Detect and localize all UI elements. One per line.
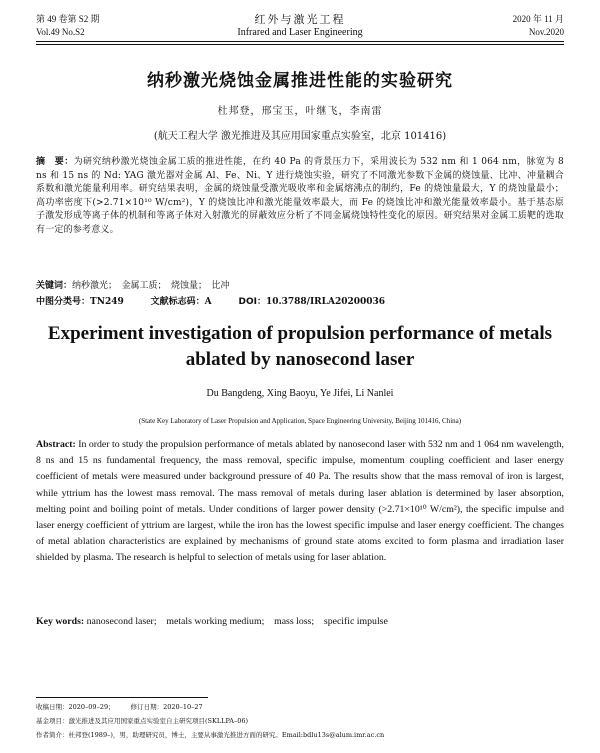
doc-code-label: 文献标志码： [150, 297, 205, 307]
title-en-line1: Experiment investigation of propulsion performance of metals [47, 323, 553, 344]
doc-code-value: A [204, 297, 212, 307]
abstract-en-text: In order to study the propulsion performance of metals ablated by nanosecond laser with 532 nm and 1 064 nm wavelength, 8 ns and 15 ns fundamental frequency, the mass removal, specific impulse, momentum coupling coefficient and laser energy coefficient of metals were measured under background pressure of 40 Pa. The results show that the mass removal of iron is largest, while yttrium has the lowest mass removal. The mass removal of metals during laser ablation is determined by laser absorption, melting point and boiling point of metals. Under conditions of larger power density (>2.71×10¹⁰ W/cm²), the specific impulse and laser energy coefficient of yttrium are largest, while the iron has the lowest specific impulse and laser energy coefficient. The changes of metal ablation characteristics are explained by mechanisms of ground state atoms excited to form plasma and irradiation laser shielded by plasma. The research is helpful to selection of metals using for laser ablation. [36, 439, 564, 564]
doi-label: DOI： [238, 297, 266, 307]
abstract-cn-label: 摘 要： [36, 157, 74, 167]
journal-cn: 红外与激光工程 [254, 14, 346, 26]
keywords-cn-text: 纳秒激光； 金属工质； 烧蚀量； 比冲 [72, 281, 230, 291]
footnote-rule [36, 697, 208, 698]
abstract-en-label: Abstract: [36, 439, 76, 450]
footnote-dates [36, 702, 564, 711]
running-header [36, 12, 564, 42]
authors-en: Du Bangdeng, Xing Baoyu, Ye Jifei, Li Nanlei [206, 388, 394, 399]
classification-line [36, 294, 409, 307]
affiliation-en: (State Key Laboratory of Laser Propulsion and Application, Space Engineering University, Beijing 101416, China) [138, 417, 462, 425]
footnote-author-info: 作者简介：杜邦登(1989–)，男，助理研究员，博士，主要从事激光推进方面的研究。Email:bdlu13s@alum.imr.ac.cn [36, 731, 385, 739]
keywords-en [36, 613, 388, 627]
keywords-en-label: Key words: [36, 616, 85, 627]
title-en-line2: ablated by nanosecond laser [185, 349, 415, 370]
journal-en: Infrared and Laser Engineering [237, 27, 363, 38]
volume-cn: 第 49 卷第 S2 期 [36, 14, 100, 24]
affiliation-cn: (航天工程大学 激光推进及其应用国家重点实验室，北京 101416) [153, 131, 447, 142]
header-rule-thick [36, 41, 564, 42]
date-en: Nov.2020 [528, 27, 564, 37]
abstract-cn [36, 156, 564, 237]
keywords-en-text: nanosecond laser; metals working medium; mass loss; specific impulse [86, 616, 388, 627]
authors-cn: 杜邦登，邢宝玉，叶继飞，李南雷 [217, 106, 383, 117]
clc-value: TN249 [90, 297, 124, 307]
date-cn: 2020 年 11 月 [512, 14, 564, 24]
header-rule-thin [36, 44, 564, 45]
keywords-cn-label: 关键词： [36, 281, 73, 291]
title-cn: 纳秒激光烧蚀金属推进性能的实验研究 [147, 71, 453, 91]
volume-en: Vol.49 No.S2 [36, 27, 85, 37]
doi-value: 10.3788/IRLA20200036 [265, 297, 386, 307]
keywords-cn [36, 278, 230, 291]
abstract-cn-text: 为研究纳秒激光烧蚀金属工质的推进性能，在约 40 Pa 的背景压力下，采用波长为 532 nm 和 1 064 nm，脉宽为 8 ns 和 15 ns 的 Nd: YAG 激光器对金属 Al、Fe、Ni、Y 进行烧蚀实验，研究了不同激光参数下金属的烧蚀量、比冲、冲量耦合系数和激光能量利用率。研究结果表明，金属的烧蚀量受激光吸收率和金属熔沸点的制约，Fe 的烧蚀量最大，Y 的烧蚀量最小；高功率密度下(>2.71×10¹⁰ W/cm²)，Y 的烧蚀比冲和激光能量效率最大，而 Fe 的烧蚀比冲和激光能量效率最小。基于基态原子激发形成等离子体的机制和等离子体对入射激光的屏蔽效应分析了不同金属烧蚀特性变化的原因。研究结果对金属工质靶的选取有一定的参考意义。 [36, 157, 564, 235]
title-en [0, 321, 600, 373]
abstract-en [36, 437, 564, 567]
clc-label: 中图分类号： [36, 297, 91, 307]
received-date: 收稿日期：2020–09–29； [36, 703, 115, 711]
revised-date: 修订日期：2020–10–27 [130, 703, 203, 711]
footnote-fund: 基金项目：激光推进及其应用国家重点实验室自主研究项目(SKLLPA–06) [36, 717, 249, 725]
